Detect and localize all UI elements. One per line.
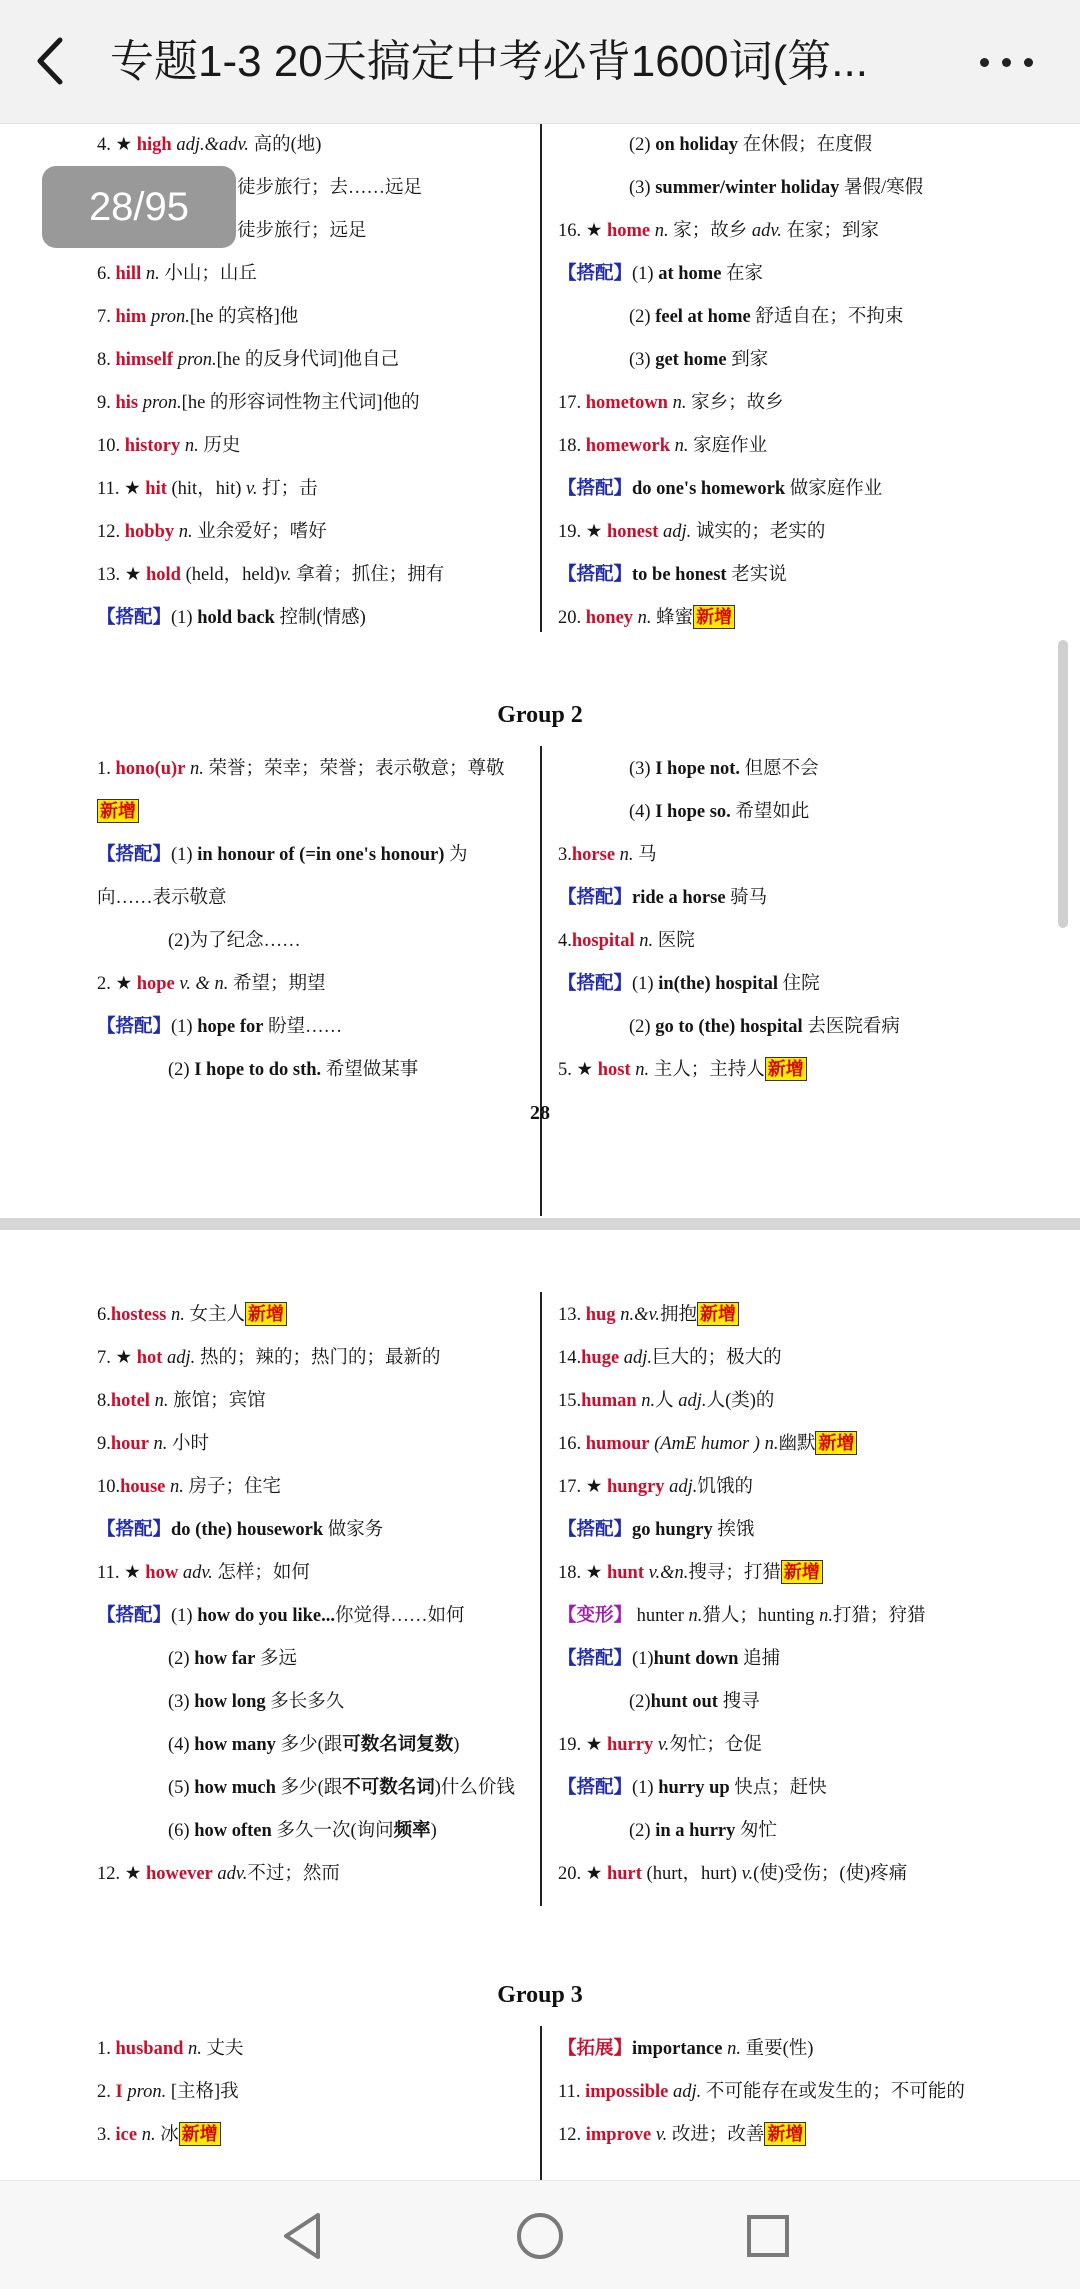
list-item: 【搭配】(1) hope for 盼望…… — [97, 1017, 343, 1037]
list-item: 7. ★ hot adj. 热的；辣的；热门的；最新的 — [97, 1348, 441, 1368]
list-item: 12. improve v. 改进；改善 新增 — [558, 2114, 1058, 2157]
right-column — [558, 748, 1058, 1092]
list-item: (4) how many 多少(跟可数名词复数) — [168, 1735, 460, 1755]
list-item: 14.huge adj.巨大的；极大的 — [558, 1348, 782, 1368]
list-item: 6. hill n. 小山；山丘 — [97, 264, 257, 284]
list-item: 2. ★ hope v. & n. 希望；期望 — [97, 974, 326, 994]
list-item: (3) I hope not. 但愿不会 — [629, 759, 819, 779]
list-item: (3) summer/winter holiday 暑假/寒假 — [629, 178, 924, 198]
list-item: 【搭配】(1) hold back 控制(情感) — [97, 608, 366, 628]
list-item: 16. humour (AmE humor ) n.幽默 新增 — [558, 1423, 1058, 1466]
nav-back-button[interactable] — [268, 2201, 338, 2271]
right-column — [558, 124, 1058, 640]
app-bar — [0, 0, 1080, 124]
document-page — [0, 124, 1080, 1218]
right-column — [558, 1294, 1058, 1896]
list-item: (6) how often 多久一次(询问频率) — [168, 1821, 437, 1841]
list-item: (2) feel at home 舒适自在；不拘束 — [629, 307, 904, 327]
list-item: 2. I pron. [主格]我 — [97, 2082, 239, 2102]
list-item: 11. ★ how adv. 怎样；如何 — [97, 1563, 310, 1583]
list-item: 【搭配】(1) in(the) hospital 住院 — [558, 974, 820, 994]
list-item: 4.hospital n. 医院 — [558, 931, 695, 951]
nav-recents-button[interactable] — [733, 2201, 803, 2271]
new-badge: 新增 — [815, 1431, 857, 1455]
new-badge: 新增 — [245, 1302, 287, 1326]
list-item: 15.human n.人 adj.人(类)的 — [558, 1391, 775, 1411]
list-item: 【搭配】(1) hurry up 快点；赶快 — [558, 1778, 827, 1798]
list-item: 【搭配】(1) how do you like...你觉得……如何 — [97, 1606, 465, 1626]
chevron-left-icon — [24, 26, 84, 96]
list-item: 6.hostess n. 女主人 新增 — [97, 1294, 527, 1337]
new-badge: 新增 — [179, 2122, 221, 2146]
list-item: 12. ★ however adv.不过；然而 — [97, 1864, 340, 1884]
list-item: 9. his pron.[he 的形容词性物主代词]他的 — [97, 393, 420, 413]
list-item: (2) in a hurry 匆忙 — [629, 1821, 778, 1841]
list-item: 18. homework n. 家庭作业 — [558, 436, 768, 456]
column-divider — [540, 2026, 542, 2180]
list-item: 9.hour n. 小时 — [97, 1434, 210, 1454]
page-separator — [0, 1218, 1080, 1230]
list-item: 【变形】 hunter n.猎人；hunting n.打猎；狩猎 — [558, 1606, 926, 1626]
list-item: 18. ★ hunt v.&n.搜寻；打猎 新增 — [558, 1552, 1058, 1595]
list-item: 16. ★ home n. 家；故乡 adv. 在家；到家 — [558, 221, 880, 241]
list-item: 【搭配】to be honest 老实说 — [558, 565, 787, 585]
list-item — [97, 791, 527, 834]
left-column — [97, 748, 527, 1092]
triangle-back-icon — [268, 2201, 338, 2271]
circle-home-icon — [505, 2201, 575, 2271]
list-item: (3) get home 到家 — [629, 350, 769, 370]
list-item: (5) how much 多少(跟不可数名词)什么价钱 — [168, 1778, 515, 1798]
list-item: 3.horse n. 马 — [558, 845, 657, 865]
left-column — [97, 2028, 527, 2157]
list-item: 20. ★ hurt (hurt，hurt) v.(使)受伤；(使)疼痛 — [558, 1864, 908, 1884]
list-item: 13. ★ hold (held，held)v. 拿着；抓住；拥有 — [97, 565, 445, 585]
list-item: 【搭配】do one's homework 做家庭作业 — [558, 479, 883, 499]
list-item: 徒步旅行；去……远足 — [237, 178, 423, 198]
document-title: 专题1-3 20天搞定中考必背1600词(第... — [110, 37, 868, 86]
new-badge: 新增 — [693, 605, 735, 629]
list-item: 5. ★ host n. 主人；主持人 新增 — [558, 1049, 1058, 1092]
document-page — [0, 1230, 1080, 2180]
list-item: 【搭配】do (the) housework 做家务 — [97, 1520, 384, 1540]
left-column — [97, 1294, 527, 1896]
list-item: 8.hotel n. 旅馆；宾馆 — [97, 1391, 266, 1411]
list-item: 徒步旅行；远足 — [237, 221, 367, 241]
square-recents-icon — [733, 2201, 803, 2271]
back-button[interactable] — [24, 26, 84, 96]
list-item: 【拓展】importance n. 重要(性) — [558, 2039, 814, 2059]
list-item: (2) go to (the) hospital 去医院看病 — [629, 1017, 900, 1037]
list-item: 【搭配】(1) at home 在家 — [558, 264, 764, 284]
column-divider — [540, 1292, 542, 1906]
list-item: 17. hometown n. 家乡；故乡 — [558, 393, 784, 413]
list-item: 8. himself pron.[he 的反身代词]他自己 — [97, 350, 399, 370]
list-item: 向……表示敬意 — [97, 888, 227, 908]
list-item: 【搭配】(1) in honour of (=in one's honour) 为 — [97, 845, 468, 865]
list-item: 3. ice n. 冰 新增 — [97, 2114, 527, 2157]
new-badge: 新增 — [697, 1302, 739, 1326]
list-item: 19. ★ honest adj. 诚实的；老实的 — [558, 522, 826, 542]
nav-home-button[interactable] — [505, 2201, 575, 2271]
list-item: 【搭配】go hungry 挨饿 — [558, 1520, 755, 1540]
page-number: 28 — [530, 1102, 550, 1124]
list-item: 1. husband n. 丈夫 — [97, 2039, 244, 2059]
scrollbar-thumb[interactable] — [1058, 640, 1068, 928]
list-item: 7. him pron.[he 的宾格]他 — [97, 307, 299, 327]
new-badge: 新增 — [765, 1057, 807, 1081]
column-divider — [540, 746, 542, 1216]
right-column — [558, 2028, 1058, 2157]
list-item: (2) on holiday 在休假；在度假 — [629, 135, 873, 155]
list-item: (3) how long 多长多久 — [168, 1692, 345, 1712]
list-item: 12. hobby n. 业余爱好；嗜好 — [97, 522, 327, 542]
new-badge: 新增 — [781, 1560, 823, 1584]
list-item: 20. honey n. 蜂蜜 新增 — [558, 597, 1058, 640]
list-item: 【搭配】(1)hunt down 追捕 — [558, 1649, 781, 1669]
list-item: 1. hono(u)r n. 荣誉；荣幸；荣誉；表示敬意；尊敬 — [97, 759, 505, 779]
list-item: 19. ★ hurry v.匆忙；仓促 — [558, 1735, 762, 1755]
list-item: 11. impossible adj. 不可能存在或发生的；不可能的 — [558, 2082, 965, 2102]
page-indicator: 28/95 — [42, 166, 236, 248]
group-heading: Group 3 — [497, 1982, 583, 2008]
list-item: 10.house n. 房子；住宅 — [97, 1477, 282, 1497]
list-item: 4. ★ high adj.&adv. 高的(地) — [97, 135, 322, 155]
list-item: (2)为了纪念…… — [168, 931, 301, 951]
system-navigation-bar — [0, 2180, 1080, 2289]
new-badge: 新增 — [97, 799, 139, 823]
column-divider — [540, 124, 542, 632]
list-item: (2) how far 多远 — [168, 1649, 297, 1669]
list-item: 13. hug n.&v.拥抱 新增 — [558, 1294, 1058, 1337]
list-item: (2) I hope to do sth. 希望做某事 — [168, 1060, 419, 1080]
list-item: 17. ★ hungry adj.饥饿的 — [558, 1477, 753, 1497]
list-item: (4) I hope so. 希望如此 — [629, 802, 810, 822]
more-button[interactable] — [966, 36, 1066, 86]
new-badge: 新增 — [764, 2122, 806, 2146]
list-item: 10. history n. 历史 — [97, 436, 241, 456]
list-item: 11. ★ hit (hit，hit) v. 打；击 — [97, 479, 318, 499]
list-item: 【搭配】ride a horse 骑马 — [558, 888, 768, 908]
group-heading: Group 2 — [497, 702, 583, 728]
list-item: (2)hunt out 搜寻 — [629, 1692, 760, 1712]
more-dots-icon — [980, 58, 989, 67]
